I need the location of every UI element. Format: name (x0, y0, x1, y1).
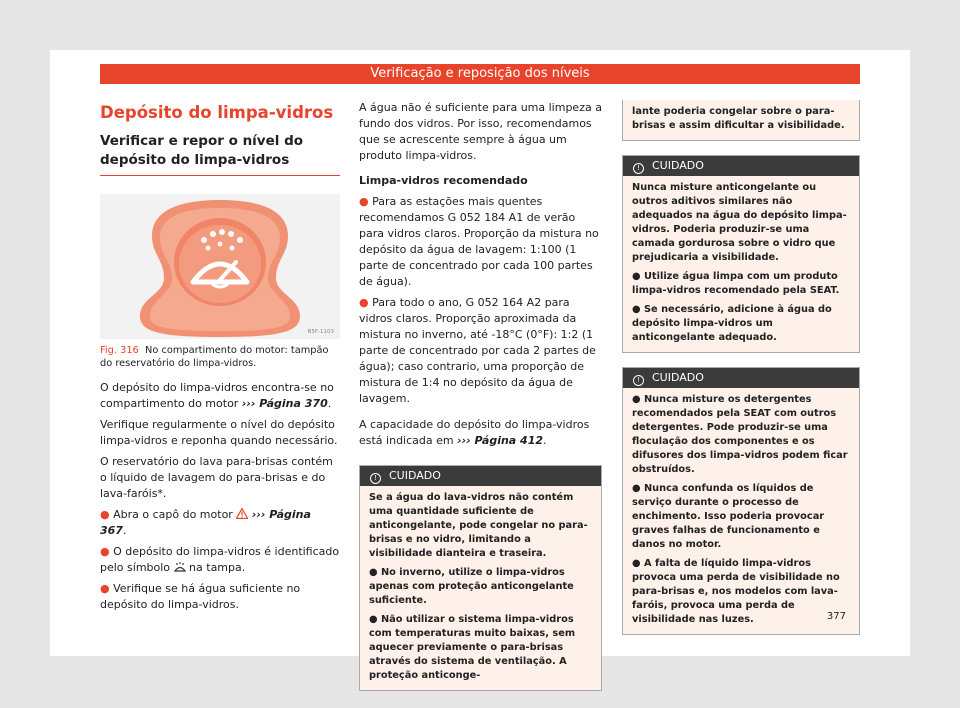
warning-list-item-text: No inverno, utilize o limpa-vidros apenas com proteção anticongelante suficiente. (369, 567, 574, 606)
list-item-text: Verifique se há água suficiente no depósito do limpa-vidros. (100, 582, 301, 611)
list-item: ● Abra o capô do motor ››› Página 367. (100, 508, 311, 537)
warning-body (623, 100, 859, 140)
warning-list-item-text: Não utilizar o sistema limpa-vidros com temperaturas muito baixas, sem aquecer previamente o para-brisas através do sistema de ventilação. A proteção anticonge- (369, 614, 576, 681)
warning-list-item-text: Se necessário, adicione à água do depósito limpa-vidros um anticongelante adequado. (632, 304, 832, 343)
page-link[interactable]: ››› Página 367 (100, 508, 311, 537)
warning-text: Se a água do lava-vidros não contém uma quantidade suficiente de anticongelante, pode congelar no para-brisas e no vidro, limitando a visibilidade dianteira e traseira. (369, 492, 588, 559)
washer-fluid-icon (174, 562, 186, 572)
warning-header (623, 156, 859, 176)
page-header: Verificação e reposição dos níveis (100, 64, 860, 84)
warning-body (623, 388, 859, 634)
info-circle-icon: ! (633, 163, 644, 174)
warning-list-item: ● Se necessário, adicione à água do depósito limpa-vidros um anticongelante adequado. (632, 304, 832, 343)
warning-title: CUIDADO (652, 371, 704, 384)
list-item (359, 194, 602, 290)
list-item-text: Abra o capô do motor (113, 508, 233, 521)
warning-header (360, 466, 601, 486)
column-1 (100, 102, 340, 613)
figure-code: B5F-1103 (307, 329, 334, 335)
info-circle-icon: ! (633, 375, 644, 386)
paragraph-text: A capacidade do depósito do limpa-vidros está indicada em (359, 418, 590, 447)
column-2 (359, 100, 602, 691)
warning-list-item: ● A falta de líquido limpa-vidros provoca uma perda de visibilidade no para-brisas e, nos modelos com lava-faróis, provoca uma perda de visibilidade nas luzes. (632, 558, 840, 625)
warning-text: lante poderia congelar sobre o para-brisas e assim dificultar a visibilidade. (632, 106, 845, 131)
column-3 (622, 100, 860, 635)
bullet: ● (100, 508, 110, 521)
warning-list-item-text: Utilize água limpa com um produto limpa-vidros recomendado pela SEAT. (632, 271, 840, 296)
warning-box (622, 367, 860, 635)
list-item-text: Para as estações mais quentes recomendamos G 052 184 A1 de verão para vidros claros. Proporção da mistura no depósito da água de lavagem: 1:100 (1 parte de concentrado por cada 100 partes de água). (359, 195, 599, 288)
warning-list-item-text: Nunca misture os detergentes recomendados pela SEAT com outros detergentes. Pode produzir-se uma floculação dos componentes e os difusores dos limpa-vidros podem ficar obstruídos. (632, 394, 848, 475)
warning-body (360, 486, 601, 690)
page-link[interactable]: ››› Página 412 (457, 434, 544, 447)
paragraph: A água não é suficiente para uma limpeza a fundo dos vidros. Por isso, recomendamos que se acrescente sempre à água um produto limpa-vidros. (359, 101, 602, 162)
warning-list-item: ● Utilize água limpa com um produto limpa-vidros recomendado pela SEAT. (632, 271, 840, 296)
warning-title: CUIDADO (652, 159, 704, 172)
list-item (100, 581, 340, 613)
section-heading: Depósito do limpa-vidros (100, 103, 334, 122)
figure-caption (100, 345, 340, 370)
page-number: 377 (826, 611, 846, 622)
warning-triangle-icon (236, 508, 248, 519)
figure-label: Fig. 316 (100, 345, 139, 356)
page-link[interactable]: ››› Página 370 (241, 397, 328, 410)
warning-list-item-text: Nunca confunda os líquidos de serviço durante o processo de enchimento. Isso poderia provocar graves falhas de funcionamento e danos no motor. (632, 483, 825, 550)
section-subheading: Verificar e repor o nível do depósito do limpa-vidros (100, 132, 340, 176)
warning-box (622, 155, 860, 353)
warning-box (359, 465, 602, 691)
list-item-text: O depósito do limpa-vidros é identificado pelo símbolo (100, 545, 340, 574)
warning-list-item: ● Nunca misture os detergentes recomendados pela SEAT com outros detergentes. Pode produzir-se uma floculação dos componentes e os difusores dos limpa-vidros podem ficar obstruídos. (632, 394, 848, 475)
page (50, 50, 910, 681)
warning-body (623, 176, 859, 352)
warning-list-item: ● No inverno, utilize o limpa-vidros apenas com proteção anticongelante suficiente. (369, 567, 574, 606)
figure-reservoir-cap (100, 194, 340, 339)
list-item-text: Para todo o ano, G 052 164 A2 para vidros claros. Proporção aproximada da mistura no inverno, até -18°C (0°F): 1:2 (1 parte de concentrado por cada 2 partes de água); caso contrario, uma proporção de mistura de 1:4 no depósito da água de lavagem. (359, 296, 596, 405)
list-item (359, 295, 602, 407)
subheading: Limpa-vidros recomendado (359, 174, 528, 187)
reservoir-cap-illustration (100, 194, 340, 339)
paragraph: A capacidade do depósito do limpa-vidros está indicada em ››› Página 412. (359, 418, 590, 447)
warning-box-continued (622, 100, 860, 141)
warning-list-item: ● Nunca confunda os líquidos de serviço durante o processo de enchimento. Isso poderia provocar graves falhas de funcionamento e danos no motor. (632, 483, 825, 550)
paragraph: O depósito do limpa-vidros encontra-se no compartimento do motor ››› Página 370. (100, 381, 334, 410)
bullet: ● (100, 582, 110, 595)
warning-header (623, 368, 859, 388)
bullet: ● (359, 195, 369, 208)
warning-list-item-text: A falta de líquido limpa-vidros provoca uma perda de visibilidade no para-brisas e, nos modelos com lava-faróis, provoca uma perda de visibilidade nas luzes. (632, 558, 840, 625)
warning-list-item: ● Não utilizar o sistema limpa-vidros com temperaturas muito baixas, sem aquecer previamente o para-brisas através do sistema de ventilação. A proteção anticonge- (369, 614, 576, 681)
figure-caption-text: No compartimento do motor: tampão do reservatório do limpa-vidros. (100, 345, 329, 369)
bullet: ● (100, 545, 110, 558)
info-circle-icon: ! (370, 473, 381, 484)
paragraph-text: O depósito do limpa-vidros encontra-se no compartimento do motor (100, 381, 334, 410)
warning-title: CUIDADO (389, 469, 441, 482)
paragraph: Verifique regularmente o nível do depósito limpa-vidros e reponha quando necessário. (100, 418, 338, 447)
list-item-text: na tampa. (189, 561, 246, 574)
bullet: ● (359, 296, 369, 309)
paragraph: O reservatório do lava para-brisas contém o líquido de lavagem do para-brisas e do lava-faróis*. (100, 455, 333, 500)
warning-text: Nunca misture anticongelante ou outros aditivos similares não adequados na água do depósito limpa-vidros. Poderia produzir-se uma camada gordurosa sobre o vidro que prejudicaria a visibilidade. (632, 182, 847, 263)
list-item (100, 544, 340, 576)
